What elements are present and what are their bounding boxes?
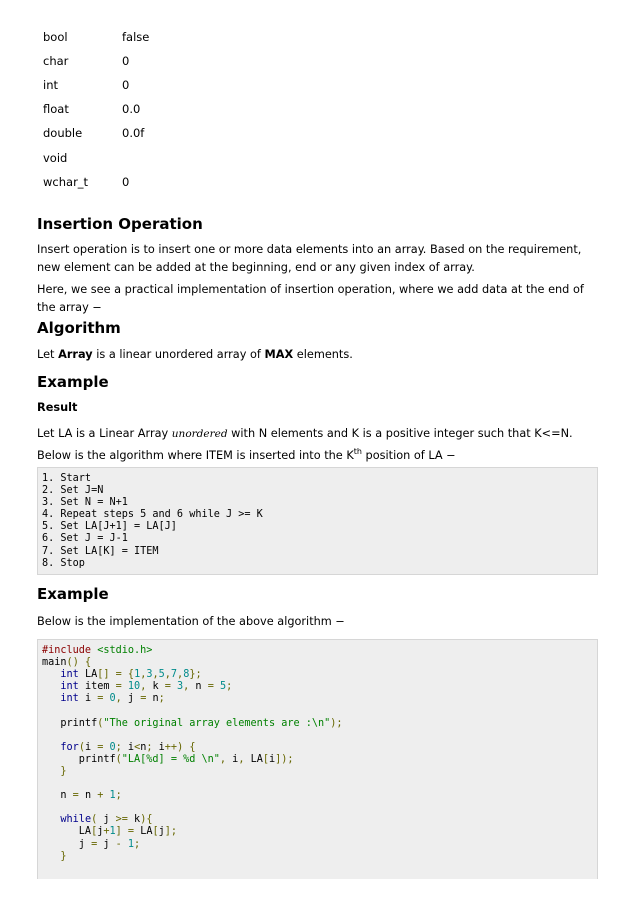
table-row — [37, 73, 202, 97]
code-line: main() { — [42, 657, 92, 669]
value-cell: 0 — [122, 78, 130, 93]
algorithm-paragraph — [37, 346, 600, 364]
insertion-heading: Insertion Operation — [37, 215, 203, 233]
code-line: for(i = 0; i<n; i++) { — [60, 741, 196, 753]
value-cell: 0.0f — [122, 126, 145, 141]
type-cell: int — [43, 78, 58, 93]
value-cell: false — [122, 30, 150, 45]
text: elements. — [293, 348, 353, 361]
superscript: th — [353, 447, 362, 456]
type-cell: wchar_t — [43, 174, 89, 189]
type-cell: char — [43, 54, 69, 69]
table-row — [37, 97, 202, 121]
code-line — [42, 730, 597, 742]
types-table — [37, 25, 202, 194]
code-line: 1. Start — [42, 473, 92, 484]
result-label: Result — [37, 401, 78, 414]
code-line: j = j - 1; — [42, 838, 141, 850]
code-line: 2. Set J=N — [42, 485, 104, 497]
type-cell: double — [43, 126, 83, 141]
algorithm-code-block — [37, 467, 598, 575]
insertion-paragraph-1: Insert operation is to insert one or more data elements into an array. Based on the requirement, new element can be added at the beginning, end or any given index of array. — [37, 243, 582, 274]
code-line: int i = 0, j = n; — [60, 693, 165, 705]
code-line — [42, 802, 597, 814]
c-code-block — [37, 639, 598, 879]
value-cell — [122, 145, 202, 169]
example-paragraph — [37, 425, 600, 465]
code-line: LA[j+1] = LA[j]; — [42, 826, 178, 838]
example-heading-1: Example — [37, 373, 109, 391]
text: position of LA − — [361, 448, 456, 462]
array-term: Array — [58, 348, 93, 361]
text: with N elements and K is a positive integer such that K<=N. Below is the algorithm where ITEM is inserted into the K — [37, 427, 573, 462]
type-cell: void — [43, 150, 68, 165]
value-cell: 0 — [122, 174, 130, 189]
code-line — [42, 778, 597, 790]
example-intro: Below is the implementation of the above algorithm − — [37, 615, 345, 628]
code-line: 6. Set J = J-1 — [42, 533, 128, 545]
code-line: 5. Set LA[J+1] = LA[J] — [42, 521, 177, 533]
code-line — [42, 705, 597, 717]
code-line: #include <stdio.h> — [42, 645, 153, 656]
text: Let — [37, 348, 59, 361]
code-line: printf("The original array elements are :\n"); — [42, 717, 343, 729]
italic-term: unordered — [171, 428, 228, 440]
code-line: 3. Set N = N+1 — [42, 497, 128, 509]
example-heading-2: Example — [37, 585, 109, 603]
algorithm-heading: Algorithm — [37, 319, 121, 337]
type-cell: float — [43, 102, 69, 117]
table-row — [37, 170, 202, 194]
table-row — [37, 49, 202, 73]
code-line: n = n + 1; — [42, 790, 122, 802]
code-line: int LA[] = {1,3,5,7,8}; — [60, 669, 202, 681]
code-line: } — [60, 850, 67, 862]
code-line: printf("LA[%d] = %d \n", i, LA[i]); — [42, 753, 294, 765]
value-cell: 0 — [122, 54, 130, 69]
text: Let LA is a Linear Array — [37, 427, 172, 440]
max-term: MAX — [264, 348, 294, 361]
code-line: } — [60, 765, 67, 777]
code-line: while( j >= k){ — [60, 814, 153, 826]
code-line: 7. Set LA[K] = ITEM — [42, 545, 159, 557]
text: is a linear unordered array of — [92, 348, 265, 361]
code-line: 8. Stop — [42, 557, 85, 569]
value-cell: 0.0 — [122, 102, 141, 117]
code-line: 4. Repeat steps 5 and 6 while J >= K — [42, 509, 263, 521]
code-line: int item = 10, k = 3, n = 5; — [60, 681, 233, 693]
table-row — [37, 121, 202, 145]
insertion-paragraph-2: Here, we see a practical implementation of insertion operation, where we add data at the end of the array − — [37, 283, 584, 314]
table-row — [37, 25, 202, 49]
type-cell: bool — [43, 30, 68, 45]
table-row — [37, 145, 202, 169]
